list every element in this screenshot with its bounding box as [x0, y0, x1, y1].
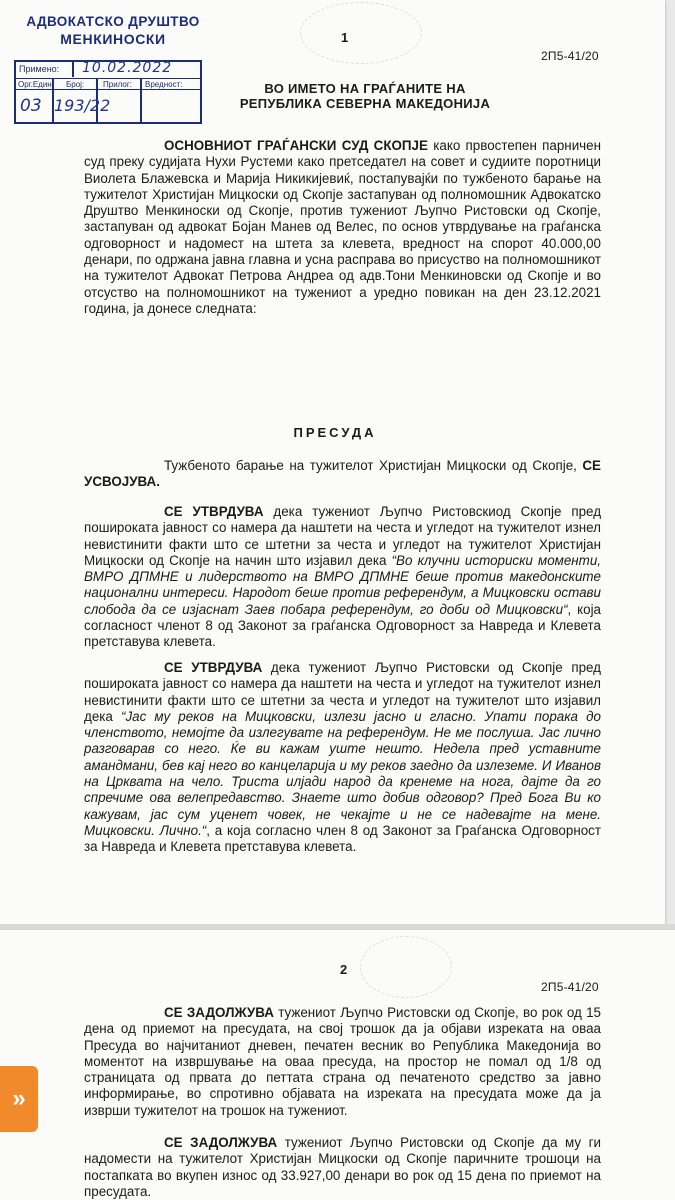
- stamp-received-date: 10.02.2022: [82, 60, 173, 76]
- page-2-number: 2: [340, 962, 348, 977]
- obligation-1-text: тужениот Љупчо Ристовски од Скопје, во рок од 15 дена од приемот на пресудата, на свој трошок да ја објави изреката на оваа Пресуда во најчитаниот дневен, печатен весник во Република Македонија во моментот на извршување на оваа пресуда, на простор не помал од 1/8 од страницата од првата до петтата страна од печатеното средство за јавно информирање, во спротивно објавата на изреката на пресудата може да ја изврши тужителот на трошок на тужениот.: [84, 1005, 602, 1118]
- intro-paragraph: [84, 138, 601, 317]
- case-number: 2П5-41/20: [541, 49, 599, 63]
- faint-seal-mark-2: [360, 936, 452, 998]
- finding-2-text: дека тужениот Љупчо Ристовски од Скопје пред пошироката јавност со намера да наштети на честа и угледот на тужителот изнел невистинити факти што се штетни за честа и угледот на тужителот што изјавил дека: [84, 660, 601, 724]
- received-stamp: [14, 10, 202, 114]
- obligation-2-lead: СЕ ЗАДОЛЖУВА: [164, 1135, 278, 1150]
- finding-1-text: дека тужениот Љупчо Ристовскиод Скопје пред пошироката јавност со намера да наштети на честа и угледот на тужителот изнел невистинити факти што се штетни за честа и угледот на тужителот Христијан Мицкоски од Скопје на начин што изјавил дека: [84, 504, 602, 568]
- finding-2-quote: “Јас му реков на Мицковски, излези јасно и гласно. Упати порака до членството, немојте да излегувате на референдум. Не ме послуша. Јас лично разговарав со него. Ќе ви кажам уште нешто. Недела пред уставните амандмани, бев кај него во канцеларија и му реков заедно да излеземе. И Иванов на Црквата на чело. Триста илјади народ да кренеме на нога, дајте да го спречиме ова велепредавство. Знаете што добив одговор? Пред Бога Ви ко кажувам, јас сум уценет човек, не чекајте и не се надевајте на мене. Мицковски. Лично.“: [84, 708, 601, 838]
- faint-seal-mark: [300, 2, 422, 64]
- finding-2-lead: СЕ УТВРДУВА: [164, 660, 263, 675]
- stamp-number-label: Број:: [66, 80, 85, 89]
- claim-paragraph: [84, 458, 601, 491]
- stamp-attachment-label: Прилог:: [103, 80, 133, 89]
- finding-2-paragraph: [84, 660, 601, 856]
- page-number: 1: [341, 30, 349, 45]
- finding-1-tail: , која согласност членот 8 од Законот за граѓанска Одговорност за Навреда и Клевета претставува клевета.: [84, 601, 601, 650]
- obligation-1-paragraph: [84, 1005, 601, 1119]
- stamp-grid: [14, 60, 202, 124]
- verdict-heading: ПРЕСУДА: [293, 425, 377, 440]
- finding-2-tail: , а која согласно член 8 од Законот за Граѓанска Одговорност за Навреда и Клевета претставува клевета.: [84, 822, 601, 855]
- claim-text: Тужбеното барање на тужителот Христијан Мицкоски од Скопје,: [164, 458, 583, 473]
- claim-accepted: СЕ УСВОЈУВА.: [84, 458, 601, 490]
- stamp-value-label: Вредност:: [145, 80, 183, 89]
- court-name: ОСНОВНИОТ ГРАЃАНСКИ СУД СКОПЈЕ: [164, 138, 428, 153]
- stamp-received-label: Примено:: [19, 64, 60, 74]
- page-2-case-number: 2П5-41/20: [541, 980, 599, 994]
- finding-1-paragraph: [84, 504, 601, 651]
- stamp-number-value: 193/22: [54, 96, 111, 115]
- document-page-2: [0, 930, 675, 1200]
- document-title-line2: РЕПУБЛИКА СЕВЕРНА МАКЕДОНИЈА: [239, 96, 491, 111]
- stamp-org-unit-value: 03: [20, 96, 42, 116]
- obligation-2-paragraph: [84, 1135, 601, 1200]
- stamp-org-unit-label: Орг.Един.: [18, 80, 54, 89]
- obligation-2-text: тужениот Љупчо Ристовски од Скопје да му ги надомести на тужителот Христијан Мицкоски од Скопје паричните трошоци на постапката во вкупен износ од 33.927,00 денари во рок од 15 дена по приемот на пресудата.: [84, 1135, 601, 1199]
- finding-1-lead: СЕ УТВРДУВА: [164, 504, 264, 519]
- stamp-firm-name-line1: АДВОКАТСКО ДРУШТВО: [26, 14, 200, 29]
- side-expand-button[interactable]: »: [0, 1066, 38, 1132]
- stamp-firm-name-line2: МЕНКИНОСКИ: [60, 31, 166, 47]
- finding-1-quote: “Во клучни историски моменти, ВМРО ДПМНЕ и лидерството на ВМРО ДПМНЕ беше против македонските национални интереси. Народот беше против референдум, а Мицковски остави слобода да се изјаснат Заев побара референдум, го доби од Мицковски“: [84, 552, 601, 617]
- intro-text: како првостепен парничен суд преку судијата Нухи Рустеми како претседател на совет и судиите поротници Виолета Блажевска и Марија Никикијевиќ, постапувајќи по тужбеното барање на тужителот Христијан Мицкоски од Скопје застапуван од полномошник Адвокатско Друштво Менкиноски од Скопје, против тужениот Љупчо Ристовски од Скопје, застапуван од адвокат Бојан Манев од Велес, по основ утврдување на граѓанска одговорност и надомест на штета за клевета, вредност на спорот 40.000,00 денари, по одржана јавна главна и усна расправа во присуство на полномошникот на тужителот Адвокат Петрова Андреа од адв.Тони Менкиновски од Скопје и во отсуство на полномошникот на тужениот а уредно повикан на ден 23.12.2021 година, ја донесе следната:: [84, 138, 601, 316]
- obligation-1-lead: СЕ ЗАДОЛЖУВА: [164, 1005, 274, 1020]
- document-title-line1: ВО ИМЕТО НА ГРАЃАНИТЕ НА: [264, 81, 466, 96]
